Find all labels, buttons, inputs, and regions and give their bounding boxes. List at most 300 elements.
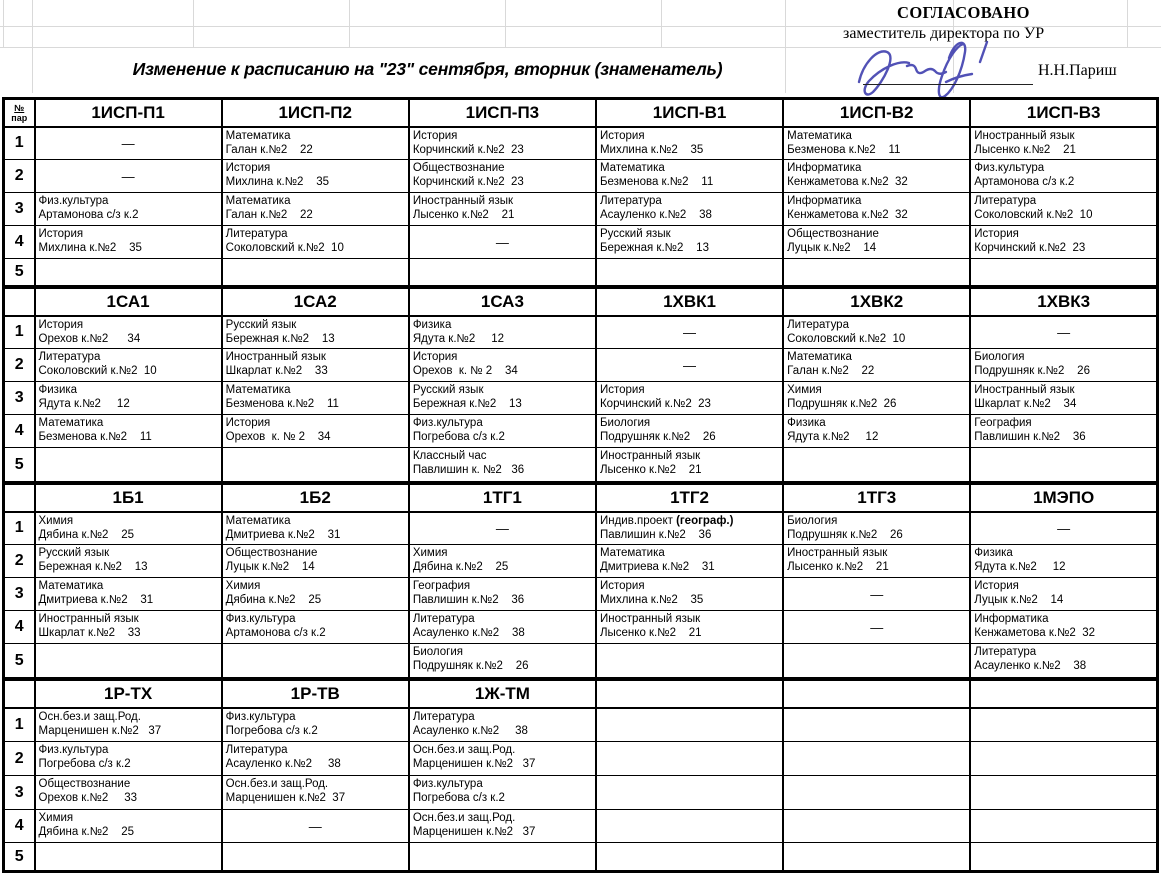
lesson-teacher-room: Галан к.№2 22 [225,143,313,156]
lesson-teacher-room: Михлина к.№2 35 [599,143,704,156]
lesson-cell [409,810,596,843]
lesson-cell [596,512,783,545]
lesson-subject: Иностранный язык [974,129,1075,142]
lesson-cell [35,382,222,415]
lesson-teacher-room: Галан к.№2 22 [225,209,313,221]
empty-cell [596,644,783,678]
row-number: 4 [4,611,35,644]
lesson-cell [35,578,222,611]
row-number: 5 [4,259,35,286]
empty-cell [222,644,409,678]
lesson-subject: История [412,351,458,363]
row-number: 3 [4,382,35,415]
empty-cell [970,843,1157,872]
lesson-teacher-room: Безменова к.№2 11 [38,431,152,443]
lesson-teacher-room: Марценишен к.№2 37 [225,792,346,804]
lesson-teacher-room: Марценишен к.№2 37 [38,724,162,737]
row-number: 3 [4,776,35,810]
schedule-section-3 [2,678,1159,873]
lesson-cell [409,349,596,382]
lesson-cell [970,545,1157,578]
lesson-teacher-room: Подрушняк к.№2 26 [974,365,1090,377]
lesson-teacher-room: Кенжаметова к.№2 32 [787,209,908,221]
lesson-teacher-room: Михлина к.№2 35 [225,176,330,188]
lesson-teacher-room: Асауленко к.№2 38 [412,724,528,737]
lesson-teacher-room: Марценишен к.№2 37 [412,758,536,770]
lesson-cell [596,382,783,415]
lesson-cell [596,415,783,448]
lesson-teacher-room: Асауленко к.№2 38 [599,209,712,221]
lesson-cell [783,415,970,448]
lesson-cell [35,545,222,578]
lesson-subject: Математика [599,162,665,174]
lesson-teacher-room: Безменова к.№2 11 [599,176,714,188]
empty-cell [783,448,970,482]
lesson-teacher-room: Асауленко к.№2 38 [225,758,341,770]
lesson-teacher-room: Погребова с/з к.2 [412,431,505,443]
lesson-subject: Литература [225,228,288,240]
empty-cell [970,776,1157,810]
corner-header-pair-number: № пар [4,99,35,127]
empty-cell [970,708,1157,742]
empty-cell [970,810,1157,843]
lesson-cell [783,545,970,578]
corner-header-empty [4,680,35,708]
lesson-cell [35,415,222,448]
empty-cell [596,776,783,810]
gridline-vertical [193,0,194,48]
lesson-cell [409,742,596,776]
lesson-teacher-room: Шкарлат к.№2 33 [38,627,141,639]
lesson-cell [222,708,409,742]
lesson-teacher-room: Дябина к.№2 25 [38,528,134,541]
corner-header-empty [4,484,35,512]
lesson-cell [35,708,222,742]
lesson-teacher-room: Бережная к.№2 13 [412,398,522,410]
lesson-cell [596,545,783,578]
lesson-cell [596,127,783,160]
lesson-subject: Русский язык [38,547,110,559]
empty-cell [222,843,409,872]
row-number: 5 [4,843,35,872]
lesson-subject: Литература [225,744,288,756]
lesson-subject: Математика [225,514,291,527]
lesson-subject: Информатика [787,195,862,207]
no-lesson-dash: — [596,349,783,382]
lesson-teacher-room: Дябина к.№2 25 [38,826,134,838]
lesson-subject: Химия [225,580,261,592]
empty-cell [970,742,1157,776]
empty-cell [409,843,596,872]
lesson-teacher-room: Артамонова с/з к.2 [38,209,139,221]
lesson-cell [222,226,409,259]
lesson-subject: Русский язык [412,384,484,396]
lesson-cell [409,193,596,226]
lesson-cell [596,448,783,482]
lesson-subject: Индив.проект (географ.) [599,514,734,527]
lesson-teacher-room: Орехов к.№2 33 [38,792,138,804]
schedule-section-2 [2,482,1159,678]
row-number: 3 [4,578,35,611]
lesson-subject: История [974,580,1019,592]
lesson-subject: Математика [225,195,291,207]
lesson-teacher-room: Лысенко к.№2 21 [974,143,1076,156]
lesson-teacher-room: Ядута к.№2 12 [412,332,505,345]
lesson-teacher-room: Дмитриева к.№2 31 [225,528,341,541]
lesson-subject: Физика [412,318,452,331]
lesson-teacher-room: Артамонова с/з к.2 [225,627,326,639]
lesson-teacher-room: Шкарлат к.№2 34 [974,398,1077,410]
no-lesson-dash: — [783,578,970,611]
lesson-subject: История [974,228,1019,240]
lesson-cell [596,160,783,193]
lesson-subject: Обществознание [225,547,318,559]
empty-cell [970,448,1157,482]
lesson-teacher-room: Луцык к.№2 14 [787,242,877,254]
lesson-subject: Биология [974,351,1025,363]
lesson-cell [409,415,596,448]
lesson-teacher-room: Михлина к.№2 35 [599,594,704,606]
lesson-cell [222,545,409,578]
no-lesson-dash: — [222,810,409,843]
lesson-teacher-room: Бережная к.№2 13 [599,242,709,254]
no-lesson-dash: — [35,160,222,193]
schedule-tables [0,97,1161,873]
empty-cell [222,448,409,482]
approval-heading: СОГЛАСОВАНО [897,3,1030,22]
lesson-subject: Русский язык [225,318,297,331]
row-number: 1 [4,127,35,160]
lesson-subject: Осн.без.и защ.Род. [412,812,516,824]
lesson-subject: Математика [787,351,852,363]
lesson-teacher-room: Кенжаметова к.№2 32 [787,176,908,188]
lesson-teacher-room: Подрушняк к.№2 26 [599,431,716,443]
lesson-cell [35,512,222,545]
no-lesson-dash: — [35,127,222,160]
row-number: 1 [4,708,35,742]
group-header: 1ИСП-В3 [970,99,1157,127]
lesson-teacher-room: Лысенко к.№2 21 [599,627,702,639]
gridline-vertical [505,0,506,48]
lesson-cell [222,193,409,226]
lesson-subject: Химия [38,514,74,527]
lesson-subject: Осн.без.и защ.Род. [225,778,329,790]
lesson-subject: Осн.без.и защ.Род. [38,710,141,723]
group-header: 1СА3 [409,288,596,316]
lesson-teacher-room: Бережная к.№2 13 [225,332,335,345]
lesson-subject: История [38,228,84,240]
lesson-cell [222,742,409,776]
lesson-subject: Иностранный язык [599,613,701,625]
lesson-teacher-room: Корчинский к.№2 23 [412,176,524,188]
lesson-cell [409,611,596,644]
signature-icon [845,32,1025,104]
group-header: 1ИСП-В2 [783,99,970,127]
row-number: 4 [4,415,35,448]
group-header [596,680,783,708]
no-lesson-dash: — [409,226,596,259]
lesson-teacher-room: Марценишен к.№2 37 [412,826,536,838]
lesson-subject: Классный час [412,450,487,462]
lesson-teacher-room: Луцык к.№2 14 [225,561,315,573]
lesson-cell [222,349,409,382]
lesson-subject: Физ.культура [38,195,109,207]
lesson-subject: Обществознание [787,228,879,240]
lesson-teacher-room: Павлишин к.№2 36 [974,431,1086,443]
lesson-teacher-room: Павлишин к. №2 36 [412,464,525,476]
lesson-cell [970,226,1157,259]
empty-cell [409,259,596,286]
lesson-cell [970,193,1157,226]
lesson-subject: Физика [38,384,78,396]
lesson-cell [783,316,970,349]
lesson-subject: История [599,129,645,142]
lesson-subject: Литература [599,195,662,207]
lesson-subject: Русский язык [599,228,671,240]
group-header: 1ИСП-П3 [409,99,596,127]
lesson-subject: Биология [599,417,651,429]
lesson-cell [35,742,222,776]
lesson-subject: Математика [599,547,665,559]
group-header: 1Р-ТХ [35,680,222,708]
empty-cell [596,810,783,843]
lesson-cell [596,578,783,611]
empty-cell [783,810,970,843]
empty-cell [970,259,1157,286]
lesson-subject: История [599,580,645,592]
lesson-teacher-room: Асауленко к.№2 38 [974,660,1087,672]
lesson-cell [783,127,970,160]
lesson-teacher-room: Подрушняк к.№2 26 [412,660,529,672]
lesson-cell [783,193,970,226]
lesson-teacher-room: Орехов к. № 2 34 [225,431,331,443]
no-lesson-dash: — [970,512,1157,545]
lesson-subject: Математика [225,129,291,142]
lesson-subject: География [412,580,471,592]
lesson-cell [409,382,596,415]
lesson-teacher-room: Артамонова с/з к.2 [974,176,1075,188]
corner-header-empty [4,288,35,316]
lesson-teacher-room: Асауленко к.№2 38 [412,627,525,639]
lesson-teacher-room: Лысенко к.№2 21 [787,561,889,573]
empty-cell [35,644,222,678]
lesson-cell [222,382,409,415]
empty-cell [35,448,222,482]
lesson-subject: Иностранный язык [412,195,514,207]
lesson-subject: Информатика [974,613,1049,625]
lesson-cell [596,226,783,259]
lesson-cell [970,415,1157,448]
lesson-teacher-room: Соколовский к.№2 10 [38,365,157,377]
gridline-vertical [3,0,4,48]
row-number: 2 [4,545,35,578]
lesson-cell [222,127,409,160]
document-header [0,0,1161,97]
lesson-teacher-room: Орехов к. № 2 34 [412,365,518,377]
lesson-subject: Математика [38,580,104,592]
lesson-teacher-room: Лысенко к.№2 21 [412,209,515,221]
row-number: 1 [4,512,35,545]
row-number: 2 [4,742,35,776]
lesson-cell [409,545,596,578]
lesson-teacher-room: Галан к.№2 22 [787,365,875,377]
lesson-teacher-room: Корчинский к.№2 23 [599,398,711,410]
lesson-cell [222,316,409,349]
lesson-cell [970,611,1157,644]
lesson-teacher-room: Погребова с/з к.2 [38,758,131,770]
lesson-subject: Химия [38,812,74,824]
lesson-teacher-room: Безменова к.№2 11 [787,143,901,156]
empty-cell [783,708,970,742]
empty-cell [596,259,783,286]
lesson-cell [409,708,596,742]
group-header: 1ИСП-П2 [222,99,409,127]
lesson-cell [409,160,596,193]
lesson-subject: Химия [412,547,448,559]
empty-cell [596,843,783,872]
lesson-cell [35,776,222,810]
lesson-subject: География [974,417,1032,429]
gridline-vertical [1127,0,1128,48]
group-header: 1Р-ТВ [222,680,409,708]
approval-name: Н.Н.Париш [1038,62,1117,79]
group-header: 1ТГ1 [409,484,596,512]
lesson-teacher-room: Соколовский к.№2 10 [225,242,344,254]
lesson-cell [222,611,409,644]
lesson-teacher-room: Дябина к.№2 25 [225,594,322,606]
lesson-subject: Биология [412,646,464,658]
lesson-cell [35,349,222,382]
lesson-teacher-room: Бережная к.№2 13 [38,561,148,573]
empty-cell [35,843,222,872]
lesson-subject: Биология [787,514,838,527]
empty-cell [783,259,970,286]
lesson-subject: Литература [412,613,475,625]
lesson-teacher-room: Шкарлат к.№2 33 [225,365,328,377]
no-lesson-dash: — [596,316,783,349]
lesson-cell [409,448,596,482]
empty-cell [783,742,970,776]
row-number: 4 [4,810,35,843]
lesson-subject: Обществознание [38,778,131,790]
lesson-subject: Химия [787,384,822,396]
lesson-subject: Иностранный язык [38,613,139,625]
lesson-teacher-room: Соколовский к.№2 10 [787,332,906,345]
group-header: 1Б1 [35,484,222,512]
lesson-subject: Литература [787,318,849,331]
lesson-cell [35,193,222,226]
empty-cell [783,776,970,810]
lesson-cell [222,415,409,448]
lesson-teacher-room: Кенжаметова к.№2 32 [974,627,1095,639]
lesson-cell [783,226,970,259]
lesson-cell [970,127,1157,160]
no-lesson-dash: — [409,512,596,545]
lesson-cell [783,349,970,382]
gridline-vertical [661,0,662,48]
lesson-subject: История [225,417,271,429]
group-header: 1МЭПО [970,484,1157,512]
empty-cell [783,644,970,678]
lesson-subject: Литература [412,710,475,723]
lesson-cell [970,349,1157,382]
lesson-teacher-room: Луцык к.№2 14 [974,594,1064,606]
lesson-subject: Физ.культура [225,710,296,723]
group-header: 1ТГ3 [783,484,970,512]
lesson-teacher-room: Ядута к.№2 12 [974,561,1066,573]
group-header: 1ИСП-П1 [35,99,222,127]
lesson-cell [409,127,596,160]
lesson-teacher-room: Орехов к.№2 34 [38,332,141,345]
schedule-section-0 [2,97,1159,286]
lesson-cell [970,160,1157,193]
lesson-teacher-room: Дябина к.№2 25 [412,561,509,573]
lesson-subject: Математика [38,417,104,429]
group-header: 1ХВК2 [783,288,970,316]
row-number: 1 [4,316,35,349]
lesson-subject: Литература [38,351,101,363]
group-header [970,680,1157,708]
lesson-teacher-room: Соколовский к.№2 10 [974,209,1093,221]
lesson-cell [596,193,783,226]
lesson-teacher-room: Корчинский к.№2 23 [974,242,1086,254]
lesson-cell [409,644,596,678]
lesson-cell [35,226,222,259]
lesson-teacher-room: Безменова к.№2 11 [225,398,339,410]
lesson-subject: Осн.без.и защ.Род. [412,744,516,756]
group-header: 1СА1 [35,288,222,316]
empty-cell [35,259,222,286]
lesson-subject: Физика [974,547,1013,559]
lesson-cell [222,776,409,810]
lesson-subject: Иностранный язык [225,351,326,363]
lesson-subject: Математика [787,129,852,142]
lesson-teacher-room: Ядута к.№2 12 [787,431,879,443]
lesson-cell [222,160,409,193]
lesson-cell [596,611,783,644]
lesson-subject: История [599,384,645,396]
lesson-teacher-room: Лысенко к.№2 21 [599,464,702,476]
lesson-cell [409,776,596,810]
lesson-teacher-room: Павлишин к.№2 36 [412,594,525,606]
row-number: 3 [4,193,35,226]
lesson-cell [35,810,222,843]
lesson-teacher-room: Михлина к.№2 35 [38,242,142,254]
row-number: 4 [4,226,35,259]
signature-line [863,84,1033,85]
lesson-teacher-room: Дмитриева к.№2 31 [38,594,154,606]
empty-cell [596,708,783,742]
row-number: 2 [4,160,35,193]
lesson-cell [222,512,409,545]
row-number: 2 [4,349,35,382]
lesson-cell [783,382,970,415]
group-header: 1ХВК3 [970,288,1157,316]
row-number: 5 [4,644,35,678]
lesson-subject: Физ.культура [412,417,483,429]
approval-role: заместитель директора по УР [843,25,1045,42]
lesson-teacher-room: Дмитриева к.№2 31 [599,561,715,573]
lesson-cell [409,316,596,349]
lesson-teacher-room: Погребова с/з к.2 [225,724,318,737]
no-lesson-dash: — [783,611,970,644]
lesson-subject: Иностранный язык [599,450,701,462]
lesson-subject: История [225,162,271,174]
empty-cell [596,742,783,776]
group-header: 1СА2 [222,288,409,316]
group-header: 1ХВК1 [596,288,783,316]
lesson-subject: История [412,129,458,142]
